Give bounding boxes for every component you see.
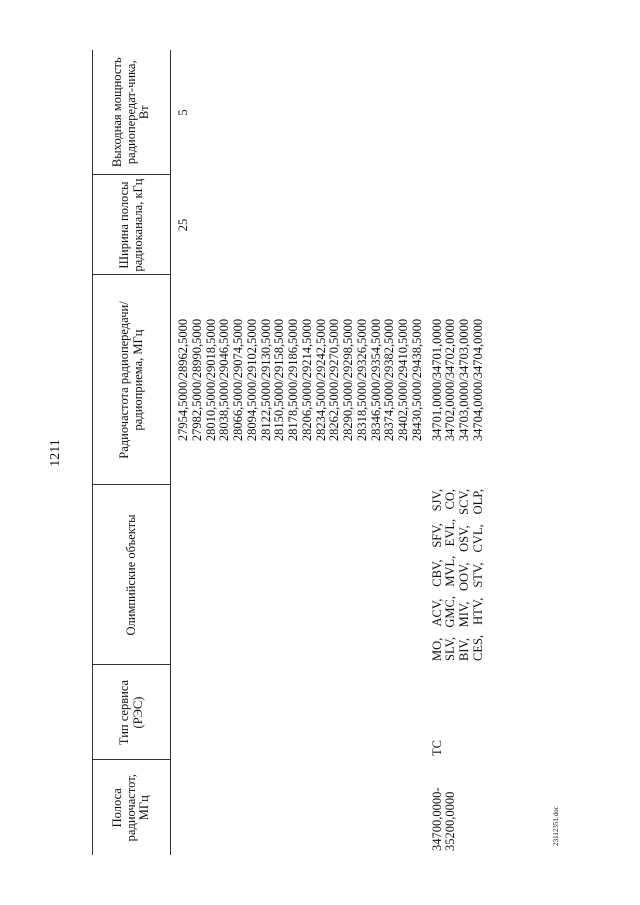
frequency-value: 28178,5000/29186,5000 [286, 318, 300, 442]
table-row [171, 50, 425, 855]
frequency-value: 27982,5000/28990,5000 [189, 318, 204, 442]
band-range-end: 35200,0000 [443, 791, 458, 851]
frequency-value: 28290,5000/29298,5000 [341, 318, 355, 442]
header-objects: Олимпийские объекты [93, 485, 171, 665]
frequency-value: 28010,5000/29018,5000 [203, 318, 218, 442]
row1-frequency-cell [171, 275, 425, 485]
table-row [425, 50, 486, 855]
header-service: Тип сервиса (РЭС) [93, 665, 171, 760]
frequency-value: 28066,5000/29074,5000 [231, 318, 245, 442]
objects-line: BIV, MIV, OOV, OSV, SCV, [457, 489, 471, 661]
frequency-value: 34704,0000/34704,0000 [470, 318, 485, 442]
header-band: Полоса радиочастот, МГц [93, 760, 171, 855]
frequency-value: 28430,5000/29438,5000 [409, 318, 424, 442]
row1-objects-cell [171, 485, 425, 665]
objects-line: MO, ACV, CBV, SFV, SJV, [429, 489, 444, 661]
row2-objects-cell [425, 485, 486, 665]
row2-bandwidth-cell [425, 175, 486, 275]
header-bandwidth: Ширина полосы радиоканала, кГц [93, 175, 171, 275]
frequency-value: 28150,5000/29158,5000 [272, 318, 287, 442]
band-range-start: 34700,0000- [429, 787, 444, 851]
frequency-value: 34703,0000/34703,0000 [457, 318, 471, 442]
frequency-value: 27954,5000/28962,5000 [176, 318, 190, 442]
frequency-value: 28038,5000/29046,5000 [217, 318, 232, 442]
frequency-value: 28234,5000/29242,5000 [313, 318, 328, 442]
frequency-value: 34701,0000/34701,0000 [429, 318, 444, 442]
frequency-value: 28346,5000/29354,5000 [368, 318, 383, 442]
frequency-value: 28094,5000/29102,5000 [244, 318, 259, 442]
frequency-table [92, 50, 486, 855]
header-frequency: Радиочастота радиопередачи/ радиоприема, МГц [93, 275, 171, 485]
row2-service-cell: ТС [429, 740, 444, 756]
row2-power-cell [425, 50, 486, 175]
objects-line: SLV, GMC, MVL, EVL, CO, [443, 489, 458, 661]
frequency-value: 28122,5000/29130,5000 [258, 318, 273, 442]
page-number: 1211 [48, 439, 63, 467]
rotated-table-inner [92, 50, 542, 855]
row1-power-cell: 5 [176, 109, 190, 116]
header-power: Выходная мощность радиопередат-чика, Вт [93, 50, 171, 175]
frequency-value: 28318,5000/29326,5000 [354, 318, 369, 442]
frequency-value: 28402,5000/29410,5000 [396, 318, 410, 442]
frequency-value: 28206,5000/29214,5000 [299, 318, 314, 442]
row1-band-cell [171, 760, 425, 855]
frequency-value: 28374,5000/29382,5000 [382, 318, 397, 442]
table-header-row [93, 50, 171, 855]
row1-bandwidth-cell: 25 [176, 218, 190, 232]
footer-doc-code: 23112351.doc [552, 806, 560, 846]
objects-line: CES, HTV, STV, CVL, OLP, [470, 489, 485, 661]
frequency-value: 28262,5000/29270,5000 [327, 318, 342, 442]
row1-service-cell [171, 665, 425, 760]
frequency-value: 34702,0000/34702,0000 [443, 318, 458, 442]
row2-band-cell [425, 760, 486, 855]
row2-frequency-cell [425, 275, 486, 485]
